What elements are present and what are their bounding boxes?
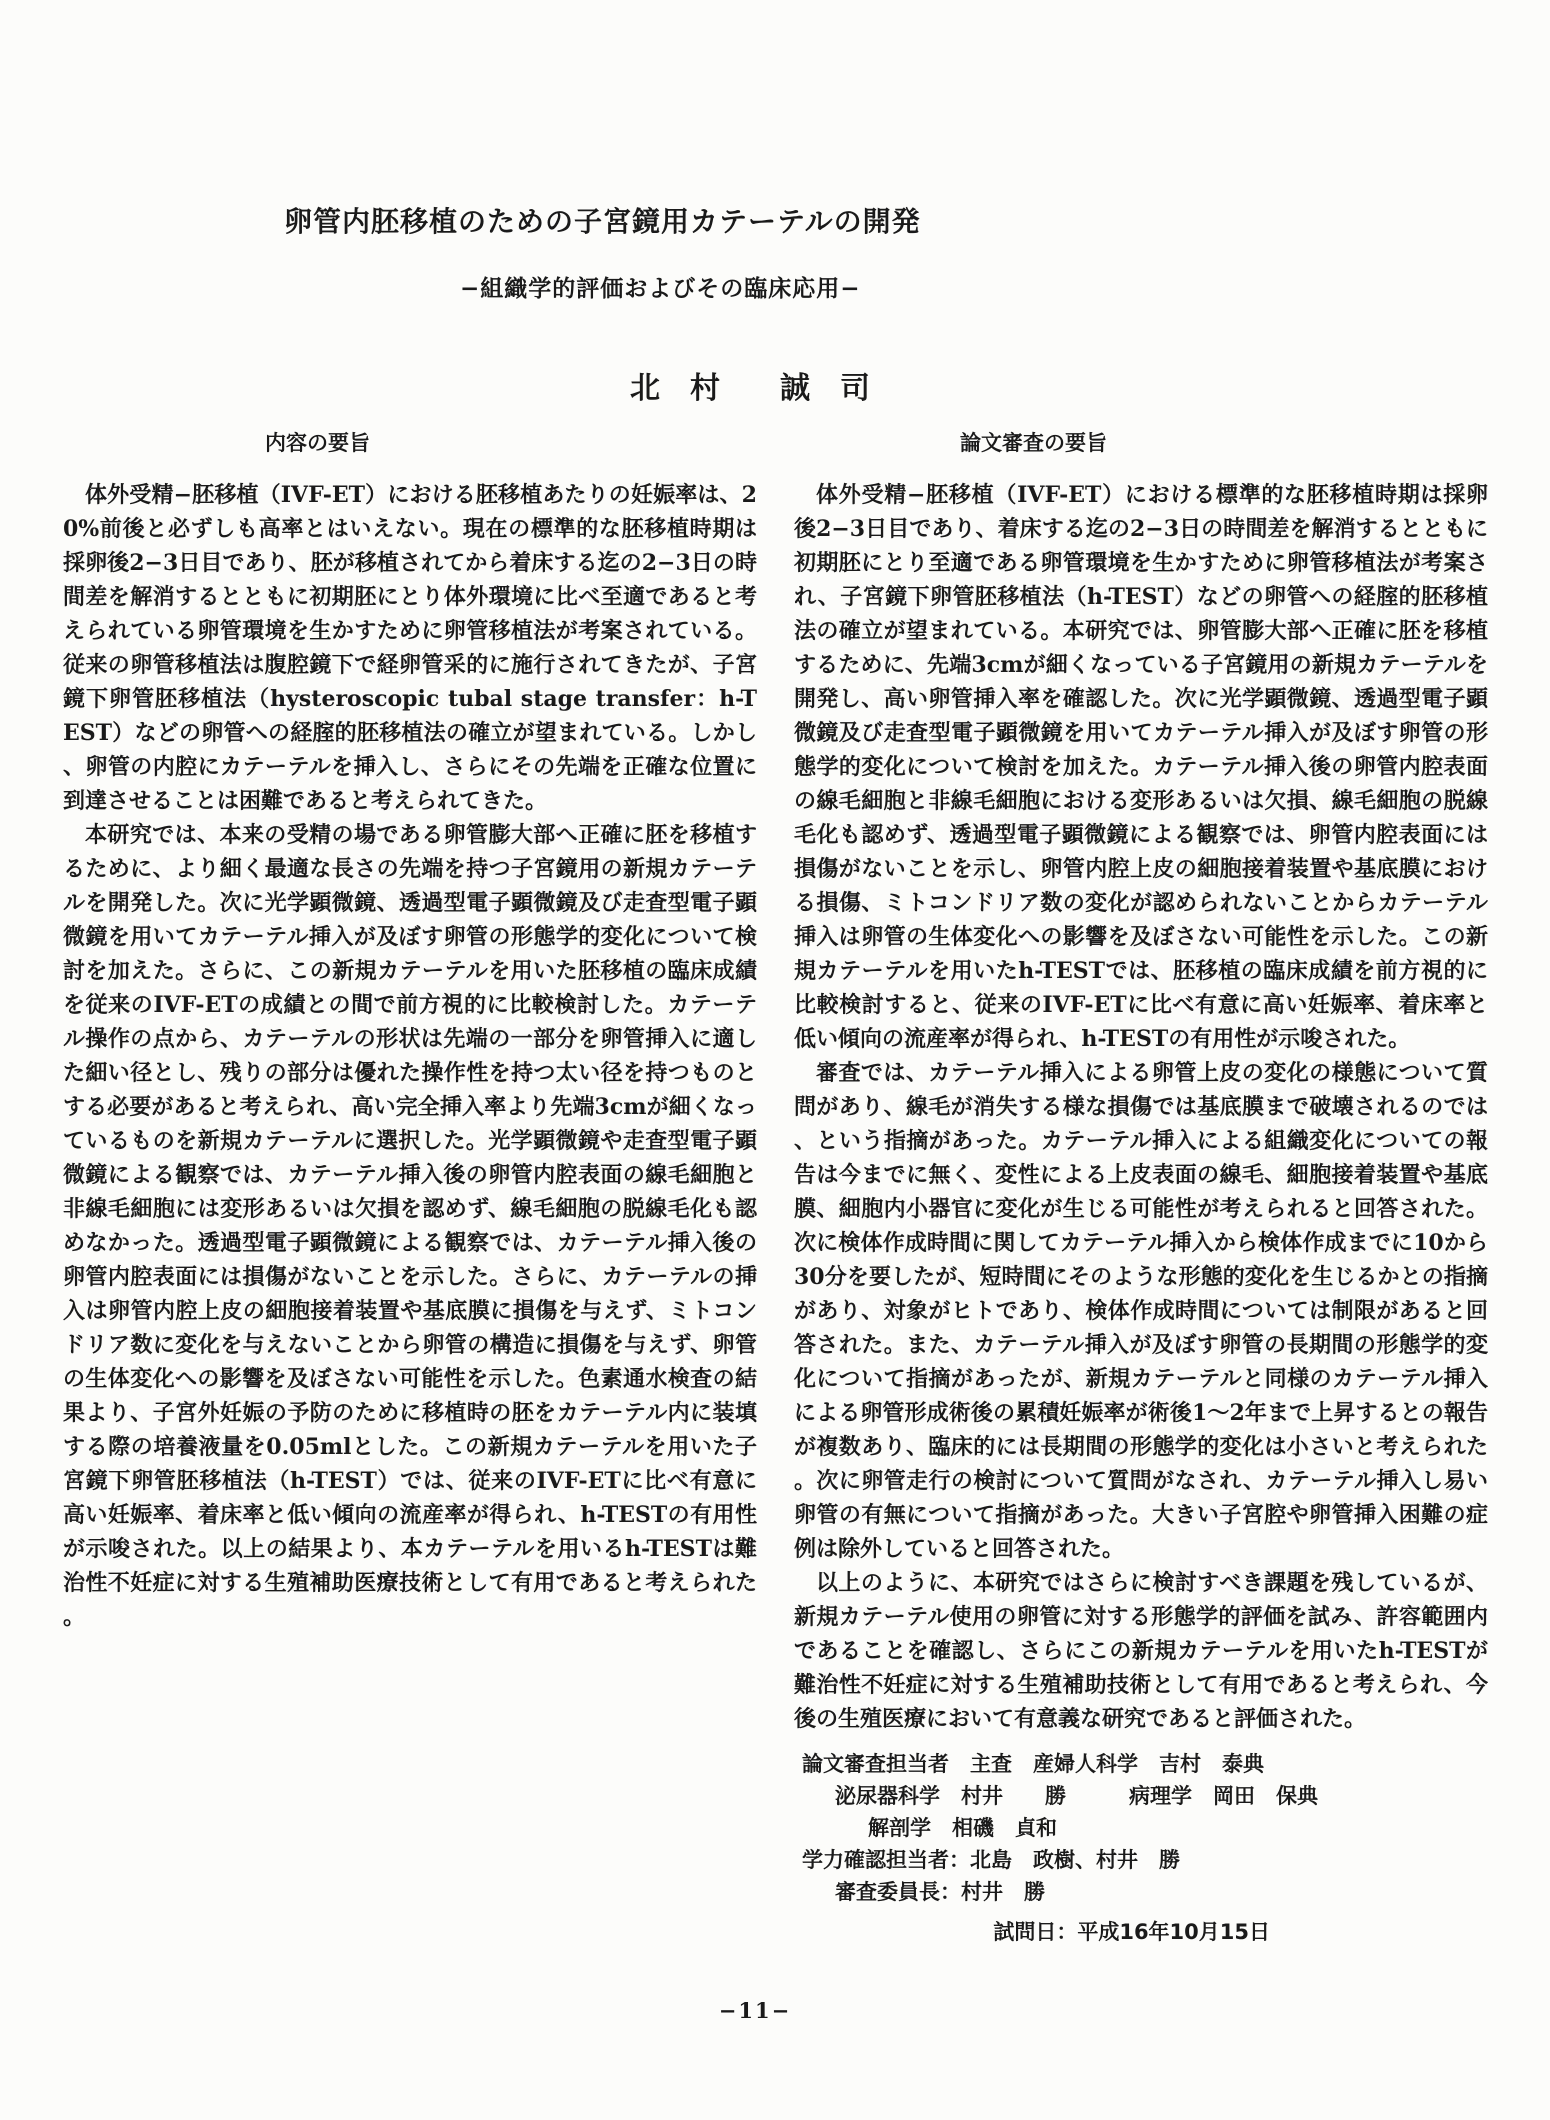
paragraph: 体外受精−胚移植（IVF-ET）における胚移植あたりの妊娠率は、20%前後と必ずしも高率とはいえない。現在の標準的な胚移植時期は採卵後2−3日目であり、胚が移植されてから着床する迄の2−3日の時間差を解消するとともに初期胚にとり体外環境に比べ至適であると考えられている卵管環境を生かすために卵管移植法が考案されている。従来の卵管移植法は腹腔鏡下で経卵管采的に施行されてきたが、子宮鏡下卵管胚移植法（hysteroscopic tubal stage transfer：h-TEST）などの卵管への経腟的胚移植法の確立が望まれている。しかし、卵管の内腔にカテーテルを挿入し、さらにその先端を正確な位置に到達させることは困難であると考えられてきた。 bbox=[63, 482, 757, 814]
paragraph: 審査では、カテーテル挿入による卵管上皮の変化の様態について質問があり、線毛が消失する様な損傷では基底膜まで破壊されるのでは、という指摘があった。カテーテル挿入による組織変化についての報告は今までに無く、変性による上皮表面の線毛、細胞接着装置や基底膜、細胞内小器官に変化が生じる可能性が考えられると回答された。次に検体作成時間に関してカテーテル挿入から検体作成までに10から30分を要したが、短時間にそのような形態的変化を生じるかとの指摘があり、対象がヒトであり、検体作成時間については制限があると回答された。また、カテーテル挿入が及ぼす卵管の長期間の形態学的変化について指摘があったが、新規カテーテルと同様のカテーテル挿入による卵管形成術後の累積妊娠率が術後1〜2年まで上昇するとの報告が複数あり、臨床的には長期間の形態学的変化は小さいと考えられた。次に卵管走行の検討について質問がなされ、カテーテル挿入し易い卵管の有無について指摘があった。大きい子宮腔や卵管挿入困難の症例は除外していると回答された。 bbox=[794, 1060, 1488, 1562]
paragraph: 以上のように、本研究ではさらに検討すべき課題を残しているが、新規カテーテル使用の卵管に対する形態学的評価を試み、許容範囲内であることを確認し、さらにこの新規カテーテルを用いたh-TESTが難治性不妊症に対する生殖補助技術として有用であると考えられ、今後の生殖医療において有意義な研究であると評価された。 bbox=[794, 1570, 1488, 1732]
review-summary-column bbox=[794, 430, 1488, 1948]
committee-line: 泌尿器科学 村井 勝 病理学 岡田 保典 bbox=[835, 1784, 1318, 1808]
paragraph: 体外受精−胚移植（IVF-ET）における標準的な胚移植時期は採卵後2−3日目であり、着床する迄の2−3日の時間差を解消するとともに初期胚にとり至適である卵管環境を生かすために卵管移植法が考案され、子宮鏡下卵管胚移植法（h-TEST）などの卵管への経腟的胚移植法の確立が望まれている。本研究では、卵管膨大部へ正確に胚を移植するために、先端3cmが細くなっている子宮鏡用の新規カテーテルを開発し、高い卵管挿入率を確認した。次に光学顕微鏡、透過型電子顕微鏡及び走査型電子顕微鏡を用いてカテーテル挿入が及ぼす卵管の形態学的変化について検討を加えた。カテーテル挿入後の卵管内腔表面の線毛細胞と非線毛細胞における変形あるいは欠損、線毛細胞の脱線毛化も認めず、透過型電子顕微鏡による観察では、卵管内腔表面には損傷がないことを示し、卵管内腔上皮の細胞接着装置や基底膜における損傷、ミトコンドリア数の変化が認められないことからカテーテル挿入は卵管の生体変化への影響を及ぼさない可能性を示した。この新規カテーテルを用いたh-TESTでは、胚移植の臨床成績を前方視的に比較検討すると、従来のIVF-ETに比べ有意に高い妊娠率、着床率と低い傾向の流産率が得られ、h-TESTの有用性が示唆された。 bbox=[794, 482, 1488, 1052]
committee-line: 学力確認担当者：北島 政樹、村井 勝 bbox=[802, 1848, 1180, 1872]
exam-date: 試問日：平成16年10月15日 bbox=[993, 1920, 1270, 1944]
paragraph: 本研究では、本来の受精の場である卵管膨大部へ正確に胚を移植するために、より細く最適な長さの先端を持つ子宮鏡用の新規カテーテルを開発した。次に光学顕微鏡、透過型電子顕微鏡及び走査型電子顕微鏡を用いてカテーテル挿入が及ぼす卵管の形態学的変化について検討を加えた。さらに、この新規カテーテルを用いた胚移植の臨床成績を従来のIVF-ETの成績との間で前方視的に比較検討した。カテーテル操作の点から、カテーテルの形状は先端の一部分を卵管挿入に適した細い径とし、残りの部分は優れた操作性を持つ太い径を持つものとする必要があると考えられ、高い完全挿入率より先端3cmが細くなっているものを新規カテーテルに選択した。光学顕微鏡や走査型電子顕微鏡による観察では、カテーテル挿入後の卵管内腔表面の線毛細胞と非線毛細胞には変形あるいは欠損を認めず、線毛細胞の脱線毛化も認めなかった。透過型電子顕微鏡による観察では、カテーテル挿入後の卵管内腔表面には損傷がないことを示した。さらに、カテーテルの挿入は卵管内腔上皮の細胞接着装置や基底膜に損傷を与えず、ミトコンドリア数に変化を与えないことから卵管の構造に損傷を与えず、卵管の生体変化への影響を及ぼさない可能性を示した。色素通水検査の結果より、子宮外妊娠の予防のために移植時の胚をカテーテル内に装填する際の培養液量を0.05mlとした。この新規カテーテルを用いた子宮鏡下卵管胚移植法（h-TEST）では、従来のIVF-ETに比べ有意に高い妊娠率、着床率と低い傾向の流産率が得られ、h-TESTの有用性が示唆された。以上の結果より、本カテーテルを用いるh-TESTは難治性不妊症に対する生殖補助医療技術として有用であると考えられた。 bbox=[63, 822, 757, 1630]
content-summary-body bbox=[63, 478, 757, 1634]
review-committee-list bbox=[794, 1748, 1488, 1908]
committee-line: 論文審査担当者 主査 産婦人科学 吉村 泰典 bbox=[802, 1752, 1264, 1776]
page-number: −11− bbox=[718, 1998, 792, 2023]
review-summary-heading: 論文審査の要旨 bbox=[960, 431, 1107, 455]
committee-line: 審査委員長：村井 勝 bbox=[835, 1880, 1045, 1904]
content-summary-column bbox=[63, 430, 757, 1634]
committee-line: 解剖学 相磯 貞和 bbox=[868, 1816, 1057, 1840]
page-title: 卵管内胚移植のための子宮鏡用カテーテルの開発 bbox=[284, 205, 921, 238]
content-summary-heading: 内容の要旨 bbox=[265, 431, 370, 455]
page-subtitle: −組織学的評価およびその臨床応用− bbox=[460, 275, 861, 302]
author-name: 北 村 誠 司 bbox=[630, 371, 870, 406]
review-summary-body bbox=[794, 478, 1488, 1736]
